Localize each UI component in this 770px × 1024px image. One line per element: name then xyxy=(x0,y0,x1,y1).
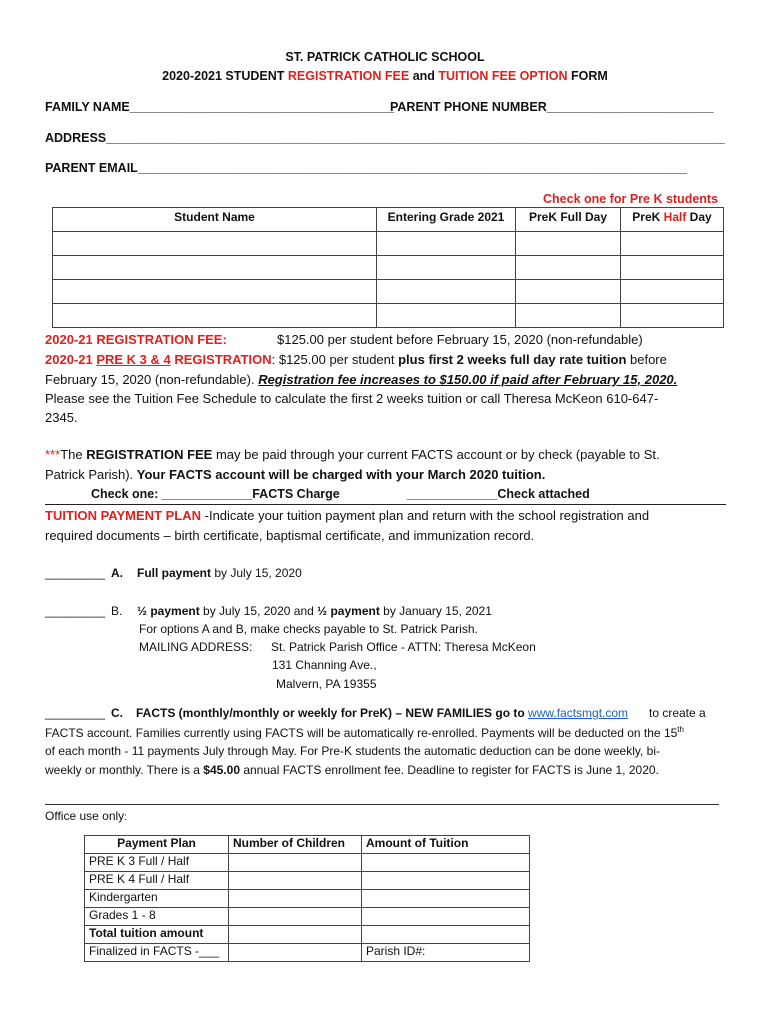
children-cell[interactable] xyxy=(229,926,362,944)
amount-cell[interactable] xyxy=(362,854,530,872)
check-one-facts-charge[interactable]: Check one: _____________FACTS Charge xyxy=(91,487,340,501)
col-entering-grade: Entering Grade 2021 xyxy=(377,208,516,232)
amount-cell[interactable] xyxy=(362,890,530,908)
col-prek-half-red: Half xyxy=(663,210,687,224)
prek-text-b: before xyxy=(626,352,667,367)
grade-cell[interactable] xyxy=(377,280,516,304)
table-row xyxy=(53,232,724,256)
amount-cell[interactable] xyxy=(362,872,530,890)
option-a-text xyxy=(137,566,302,580)
payment-note-text-a: The xyxy=(60,447,87,462)
option-c-text xyxy=(136,706,628,720)
office-use-label xyxy=(45,809,127,823)
prek-label-a: 2020-21 xyxy=(45,352,97,367)
section-divider xyxy=(45,504,726,505)
prek-text-bold: plus first 2 weeks full day rate tuition xyxy=(398,352,627,367)
amount-cell[interactable] xyxy=(362,908,530,926)
col-amount-tuition: Amount of Tuition xyxy=(362,836,530,854)
option-c-line2-text: FACTS account. Families currently using FACTS will be automatically re-enrolled. Payments will be deducted on the 15 xyxy=(45,726,678,740)
table-row xyxy=(85,908,530,926)
children-cell[interactable] xyxy=(229,944,362,962)
col-prek-half xyxy=(621,208,724,232)
col-number-children: Number of Children xyxy=(229,836,362,854)
tuition-plan-line1 xyxy=(45,508,649,523)
option-c-blank[interactable]: _________ xyxy=(45,706,106,720)
prek-half-cell[interactable] xyxy=(621,256,724,280)
fee-increase-line xyxy=(45,372,677,387)
prek-label-u: PRE K 3 & 4 xyxy=(96,352,171,367)
option-b-text xyxy=(137,604,492,618)
mailing-address-label: MAILING ADDRESS: xyxy=(139,640,253,654)
fee-schedule-line2: 2345. xyxy=(45,410,78,425)
plan-cell: Kindergarten xyxy=(85,890,229,908)
parish-id-cell[interactable]: Parish ID#: xyxy=(362,944,530,962)
student-name-cell[interactable] xyxy=(53,256,377,280)
mailing-address-line1: St. Patrick Parish Office - ATTN: Theresa McKeon xyxy=(271,640,536,654)
payment-note-bold: REGISTRATION FEE xyxy=(86,447,213,462)
registration-fee-text: $125.00 per student before February 15, 2020 (non-refundable) xyxy=(277,332,643,347)
parent-email-field[interactable]: PARENT EMAIL_______________________________________________________________________________ xyxy=(45,161,688,175)
prek-full-cell[interactable] xyxy=(516,256,621,280)
option-b-text1: by July 15, 2020 and xyxy=(199,604,318,618)
table-row xyxy=(85,872,530,890)
grade-cell[interactable] xyxy=(377,304,516,328)
fee-schedule-line: Please see the Tuition Fee Schedule to calculate the first 2 weeks tuition or call Theresa McKeon 610-647- xyxy=(45,391,659,406)
option-b-checks-note: For options A and B, make checks payable to St. Patrick Parish. xyxy=(139,622,478,636)
form-title-registration-fee: REGISTRATION FEE xyxy=(287,69,410,83)
prek-label-b: REGISTRATION xyxy=(170,352,272,367)
table-row xyxy=(85,854,530,872)
office-table xyxy=(84,835,530,962)
school-title: ST. PATRICK CATHOLIC SCHOOL xyxy=(285,50,485,64)
registration-fee-line xyxy=(45,332,227,347)
option-c-bold: FACTS (monthly/monthly or weekly for PreK) – NEW FAMILIES go to xyxy=(136,706,529,720)
address-field[interactable]: ADDRESS_________________________________________________________________________________________ xyxy=(45,131,725,145)
prek-full-cell[interactable] xyxy=(516,280,621,304)
tuition-plan-label: TUITION PAYMENT PLAN xyxy=(45,508,202,523)
table-row xyxy=(53,280,724,304)
mailing-address-line2: 131 Channing Ave., xyxy=(272,658,377,672)
tuition-plan-text: -Indicate your tuition payment plan and return with the school registration and xyxy=(201,508,650,523)
form-title-prefix: 2020-2021 STUDENT xyxy=(162,69,288,83)
prek-registration-line xyxy=(45,352,667,367)
check-attached[interactable]: _____________Check attached xyxy=(407,487,590,501)
table-row xyxy=(85,926,530,944)
student-name-cell[interactable] xyxy=(53,280,377,304)
finalized-facts-cell: Finalized in FACTS -___ xyxy=(85,944,229,962)
option-a-letter: A. xyxy=(111,566,123,580)
form-title-suffix: FORM xyxy=(567,69,608,83)
option-a-blank[interactable]: _________ xyxy=(45,566,106,580)
col-prek-half-b: Day xyxy=(686,210,712,224)
student-name-cell[interactable] xyxy=(53,304,377,328)
option-b-bold2: ½ payment xyxy=(317,604,380,618)
option-c-line3: of each month - 11 payments July through May. For Pre-K students the automatic deduction can be done weekly, bi- xyxy=(45,744,660,758)
option-c-sup: th xyxy=(677,725,684,734)
children-cell[interactable] xyxy=(229,890,362,908)
plan-cell: Grades 1 - 8 xyxy=(85,908,229,926)
total-tuition-cell: Total tuition amount xyxy=(85,926,229,944)
col-prek-half-a: PreK xyxy=(632,210,664,224)
mailing-address-line3: Malvern, PA 19355 xyxy=(276,677,377,691)
student-name-cell[interactable] xyxy=(53,232,377,256)
payment-note-text-b: may be paid through your current FACTS account or by check (payable to St. xyxy=(212,447,660,462)
payment-note-stars: *** xyxy=(45,447,61,462)
table-row xyxy=(85,890,530,908)
payment-note-line2 xyxy=(45,467,545,482)
option-c-letter: C. xyxy=(111,706,123,720)
fee-line3-bu: Registration fee increases to $150.00 if paid after February 15, 2020. xyxy=(258,372,678,387)
office-divider xyxy=(45,804,719,805)
prek-half-cell[interactable] xyxy=(621,280,724,304)
grade-cell[interactable] xyxy=(377,256,516,280)
option-a-bold: Full payment xyxy=(137,566,212,580)
table-row xyxy=(85,944,530,962)
student-table xyxy=(52,207,724,328)
parent-phone-field[interactable]: PARENT PHONE NUMBER________________________ xyxy=(390,100,714,114)
payment-note-line2-bold: Your FACTS account will be charged with your March 2020 tuition. xyxy=(136,467,546,482)
prek-check-note: Check one for Pre K students xyxy=(543,192,719,206)
option-c-after: to create a xyxy=(649,706,706,720)
children-cell[interactable] xyxy=(229,854,362,872)
option-c-line4 xyxy=(45,763,659,777)
office-use-text: Office use only xyxy=(45,809,125,823)
option-c-line4-b: annual FACTS enrollment fee. Deadline to register for FACTS is June 1, 2020. xyxy=(240,763,659,777)
prek-half-cell[interactable] xyxy=(621,232,724,256)
facts-website-link[interactable]: www.factsmgt.com xyxy=(528,706,629,720)
option-c-line4-a: weekly or monthly. There is a xyxy=(45,763,204,777)
col-prek-full: PreK Full Day xyxy=(516,208,621,232)
option-c-line2 xyxy=(45,725,684,740)
option-c-line4-bold: $45.00 xyxy=(203,763,240,777)
col-payment-plan: Payment Plan xyxy=(85,836,229,854)
prek-text-a: : $125.00 per student xyxy=(271,352,399,367)
office-use-colon: : xyxy=(124,812,127,823)
table-row xyxy=(53,304,724,328)
children-cell[interactable] xyxy=(229,908,362,926)
option-a-rest: by July 15, 2020 xyxy=(211,566,302,580)
form-title-and: and xyxy=(409,69,439,83)
children-cell[interactable] xyxy=(229,872,362,890)
fee-line3-a: February 15, 2020 (non-refundable). xyxy=(45,372,259,387)
option-b-text2: by January 15, 2021 xyxy=(379,604,492,618)
registration-fee-label: 2020-21 REGISTRATION FEE: xyxy=(45,332,227,347)
plan-cell: PRE K 4 Full / Half xyxy=(85,872,229,890)
option-b-letter: B. xyxy=(111,604,123,618)
prek-half-cell[interactable] xyxy=(621,304,724,328)
office-table-header xyxy=(85,836,530,854)
col-student-name: Student Name xyxy=(53,208,377,232)
option-b-blank[interactable]: _________ xyxy=(45,604,106,618)
family-name-field[interactable]: FAMILY NAME______________________________________ xyxy=(45,100,394,114)
payment-note-line2-a: Patrick Parish). xyxy=(45,467,137,482)
form-title-tuition-option: TUITION FEE OPTION xyxy=(438,69,568,83)
amount-cell[interactable] xyxy=(362,926,530,944)
payment-note-line1 xyxy=(45,447,660,462)
student-table-header xyxy=(53,208,724,232)
prek-full-cell[interactable] xyxy=(516,304,621,328)
plan-cell: PRE K 3 Full / Half xyxy=(85,854,229,872)
prek-full-cell[interactable] xyxy=(516,232,621,256)
table-row xyxy=(53,256,724,280)
option-b-bold1: ½ payment xyxy=(137,604,200,618)
grade-cell[interactable] xyxy=(377,232,516,256)
form-title xyxy=(0,69,770,83)
tuition-plan-line2: required documents – birth certificate, baptismal certificate, and immunization record. xyxy=(45,528,535,543)
